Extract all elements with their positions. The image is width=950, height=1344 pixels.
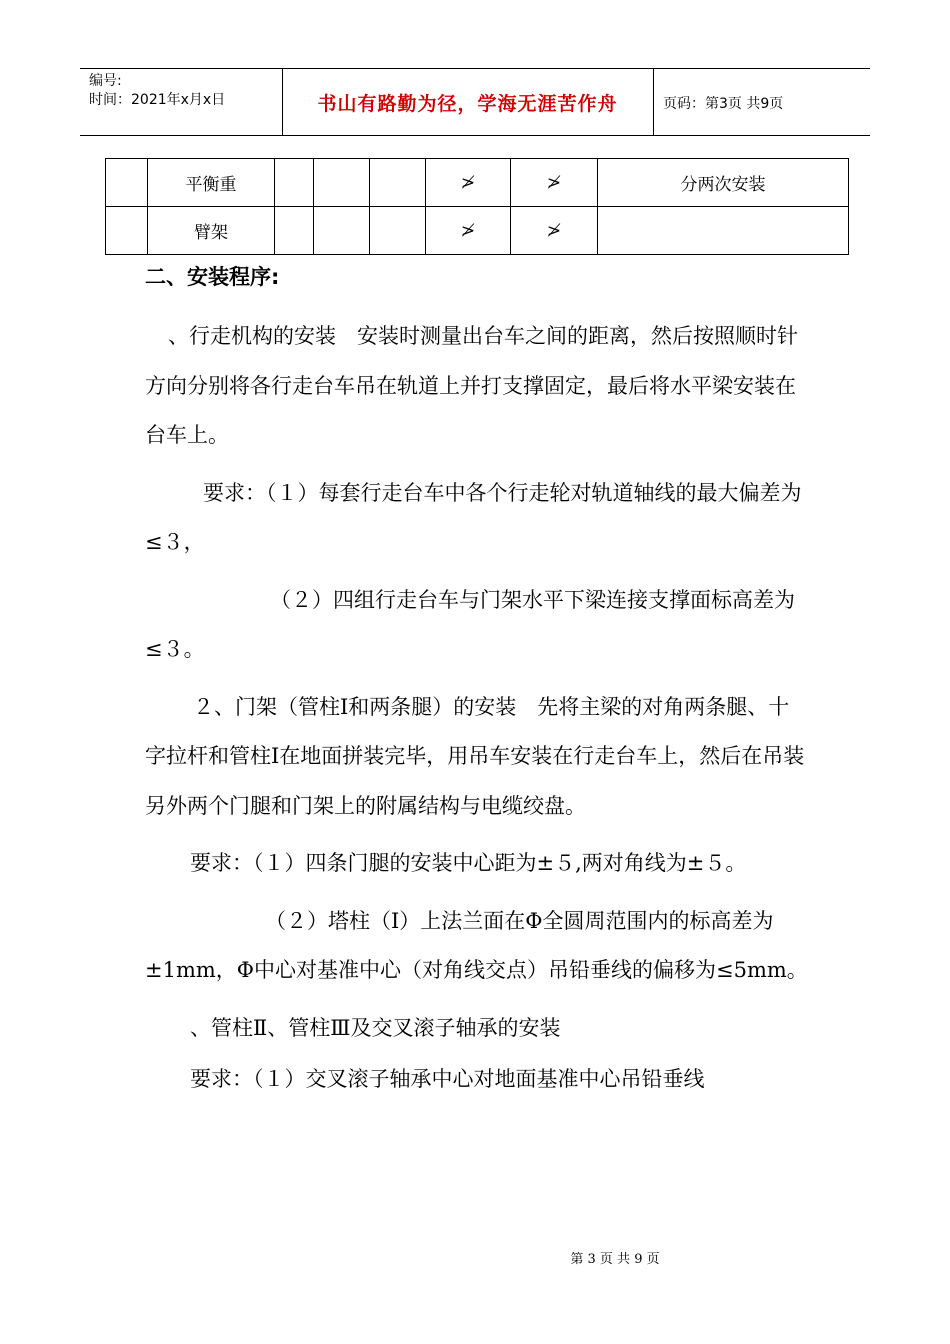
time-label: 时间：2021年x月x日 [89, 92, 226, 108]
table-cell-name: 平衡重 [148, 159, 275, 207]
table-cell [275, 159, 314, 207]
section-title: 二、安装程序: [145, 265, 280, 289]
header-top-rule [80, 68, 870, 69]
code-label: 编号: [89, 73, 122, 89]
table-cell [370, 159, 426, 207]
table-cell-mark: ≯ [511, 159, 598, 207]
table-cell [106, 159, 148, 207]
paragraph-1: 、行走机构的安装 安装时测量出台车之间的距离，然后按照顺时针方向分别将各行走台车吊在轨道上并打支撑固定，最后将水平梁安装在台车上。 [145, 324, 798, 447]
paragraph-8: 要求：（１）交叉滚子轴承中心对地面基准中心吊铅垂线 [190, 1067, 705, 1091]
header-page-info: 页码：第3页 共9页 [663, 96, 784, 112]
paragraph-7: 、管柱Ⅱ、管柱Ⅲ及交叉滚子轴承的安装 [190, 1015, 561, 1040]
table-cell-note [598, 207, 849, 255]
page-footer: 第 3 页 共 9 页 [570, 1252, 660, 1267]
paragraph-4: ２、门架（管柱Ⅰ和两条腿）的安装 先将主梁的对角两条腿、十字拉杆和管柱Ⅰ在地面拼装完毕，用吊车安装在行走台车上，然后在吊装另外两个门腿和门架上的附属结构与电缆绞盘。 [145, 694, 805, 818]
table-cell-mark: ≯ [426, 159, 511, 207]
header-motto: 书山有路勤为径，学海无涯苦作舟 [317, 93, 618, 115]
table-row [106, 207, 849, 255]
table-cell-mark: ≯ [511, 207, 598, 255]
paragraph-2: 要求：（１）每套行走台车中各个行走轮对轨道轴线的最大偏差为≤３， [145, 480, 802, 554]
table-cell [275, 207, 314, 255]
header-bottom-rule [80, 135, 870, 136]
table-cell-mark: ≯ [426, 207, 511, 255]
table-row [106, 159, 849, 207]
header-divider-2 [653, 68, 654, 136]
paragraph-3: （２）四组行走台车与门架水平下梁连接支撑面标高差为≤３。 [145, 587, 795, 661]
paragraph-5: 要求：（１）四条门腿的安装中心距为±５,两对角线为±５。 [190, 851, 747, 875]
paragraph-6: （２）塔柱（Ⅰ）上法兰面在Φ全圆周范围内的标高差为±1mm，Φ中心对基准中心（对角线交点）吊铅垂线的偏移为≤5mm。 [145, 908, 808, 982]
table-cell-name: 臂架 [148, 207, 275, 255]
table-cell-note: 分两次安装 [598, 159, 849, 207]
table-cell [106, 207, 148, 255]
table-cell [314, 159, 370, 207]
table-cell [314, 207, 370, 255]
equipment-table [105, 158, 849, 255]
main-content [145, 262, 810, 1105]
header-meta [89, 72, 225, 110]
table-cell [370, 207, 426, 255]
